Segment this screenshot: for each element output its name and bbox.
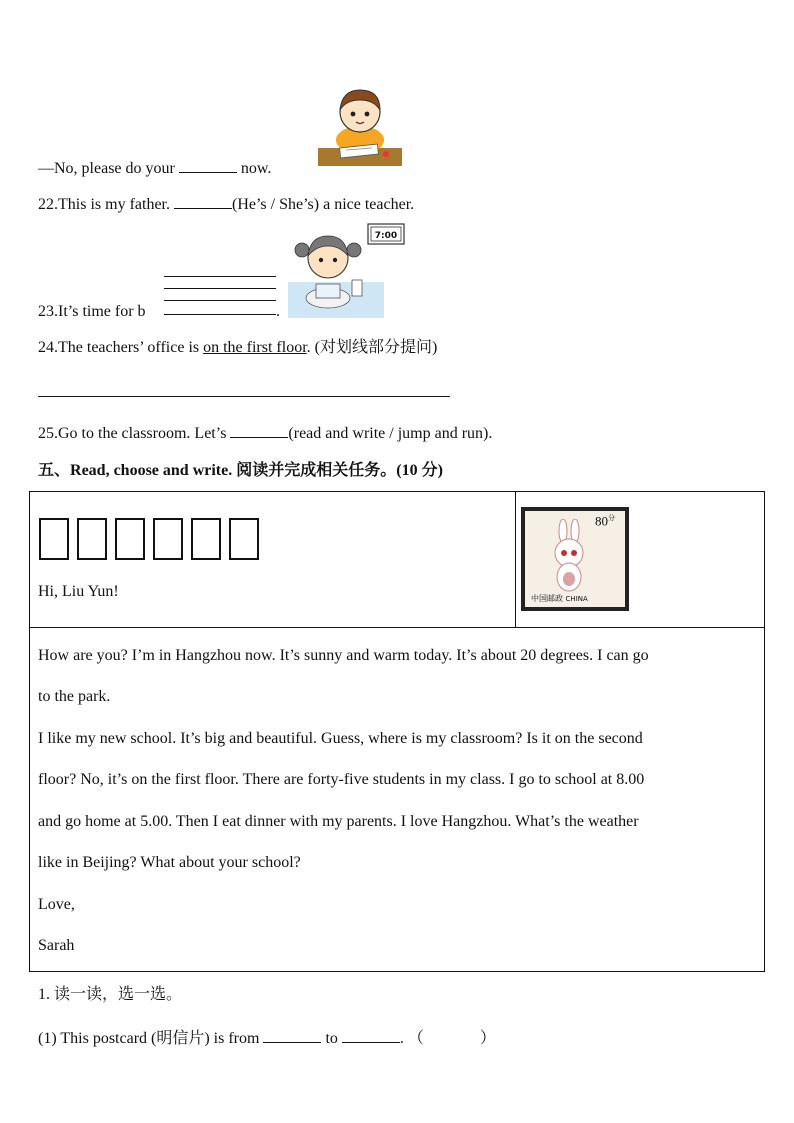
q25-blank[interactable] <box>230 421 288 438</box>
section-number: 五、 <box>38 462 71 479</box>
q24-answer-line[interactable] <box>38 396 450 397</box>
task1-q1-text-c: . （ <box>399 1030 424 1047</box>
task1-q1-blank-to[interactable] <box>342 1026 400 1043</box>
q24-instruction: . (对划线部分提问) <box>306 339 438 356</box>
postcard-body-line: to the park. <box>38 688 111 705</box>
section-title-cn: 阅读并完成相关任务。(10 分) <box>236 462 443 479</box>
stamp <box>521 507 629 611</box>
q23-end: . <box>276 303 280 320</box>
task1-q1-blank-from[interactable] <box>263 1026 321 1043</box>
postcode-box[interactable] <box>39 518 69 560</box>
postcard-body-cell <box>29 627 765 972</box>
postcard-body-line: and go home at 5.00. Then I eat dinner with my parents. I love Hangzhou. What’s the weather <box>38 813 639 830</box>
q25-options: (read and write / jump and run). <box>288 425 493 442</box>
clock-time-text: 7:00 <box>374 231 398 241</box>
section-heading <box>38 461 443 481</box>
postcard-body-line: I like my new school. It’s big and beautiful. Guess, where is my classroom? Is it on the second <box>38 730 643 747</box>
postcode-box[interactable] <box>191 518 221 560</box>
q21-prefix: —No, please do your <box>38 160 175 177</box>
q24-text: The teachers’ office is <box>58 339 200 356</box>
q24-number: 24. <box>38 339 58 356</box>
q22-options: (He’s / She’s) a nice teacher. <box>231 196 415 213</box>
boy-writing-illustration <box>316 82 404 170</box>
postcard-body-line: like in Beijing? What about your school? <box>38 854 301 871</box>
q24-line <box>38 338 437 358</box>
postcard-body-line: How are you? I’m in Hangzhou now. It’s sunny and warm today. It’s about 20 degrees. I can go <box>38 647 649 664</box>
postcode-box[interactable] <box>153 518 183 560</box>
q24-underlined-phrase: on the first floor <box>203 339 307 356</box>
stamp-caption <box>531 593 588 604</box>
postcode-box[interactable] <box>115 518 145 560</box>
q23-line <box>38 302 146 322</box>
stamp-caption-cn: 中国邮政 <box>531 594 563 603</box>
q25-text: Go to the classroom. Let’s <box>58 425 227 442</box>
q22-line <box>38 192 414 215</box>
q22-text: This is my father. <box>58 196 170 213</box>
q21-blank[interactable] <box>179 156 237 173</box>
q23-writing-lines[interactable] <box>164 276 276 316</box>
section-title-en: Read, choose and write. <box>70 462 233 479</box>
q25-number: 25. <box>38 425 58 442</box>
postcode-box[interactable] <box>229 518 259 560</box>
q21-answer-line <box>38 156 271 179</box>
stamp-value-number: 80 <box>595 513 608 529</box>
task1-q1-line <box>38 1026 496 1049</box>
stamp-caption-en: CHINA <box>565 595 588 603</box>
task1-q1-text-d: ） <box>479 1030 496 1047</box>
task1-q1-text-b: to <box>325 1030 338 1047</box>
q21-suffix: now. <box>240 160 272 177</box>
stamp-value <box>595 513 615 529</box>
rabbit-stamp-icon <box>535 519 605 597</box>
q23-text: It’s time for b <box>58 303 146 320</box>
q22-blank[interactable] <box>174 192 232 209</box>
postcard-body-line: floor? No, it’s on the first floor. There are forty-five students in my class. I go to school at 8.00 <box>38 771 645 788</box>
q22-number: 22. <box>38 196 58 213</box>
postcard-greeting: Hi, Liu Yun! <box>38 583 119 600</box>
task1-q1-text-a: (1) This postcard (明信片) is from <box>38 1030 260 1047</box>
postcard-closing: Love, <box>38 896 75 913</box>
stamp-value-unit: 分 <box>608 514 615 522</box>
q23-number: 23. <box>38 303 58 320</box>
q25-line <box>38 421 492 444</box>
postcard-signature: Sarah <box>38 937 75 954</box>
task1-title: 1. 读一读，选一选。 <box>38 986 183 1003</box>
postcode-box[interactable] <box>77 518 107 560</box>
girl-breakfast-illustration <box>288 222 406 318</box>
